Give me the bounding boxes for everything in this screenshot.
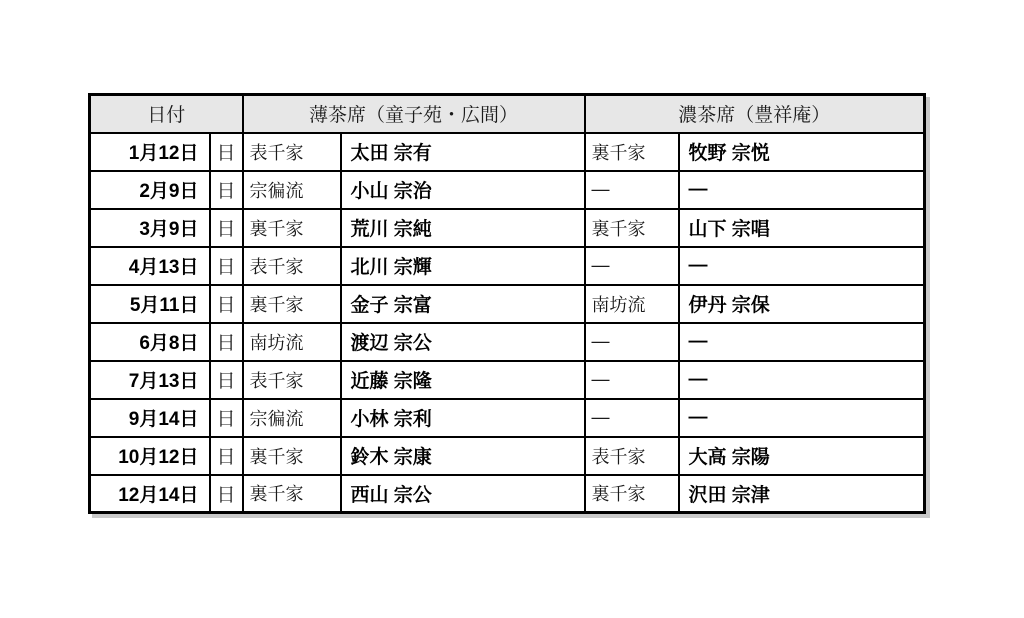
header-koicha-seat: 濃茶席（豊祥庵） — [585, 95, 925, 133]
table-row — [90, 361, 925, 399]
table-row — [90, 171, 925, 209]
date-cell: 6月8日 — [90, 323, 210, 361]
weekday-cell: 日 — [210, 323, 243, 361]
table-row — [90, 437, 925, 475]
usucha-school-cell: 表千家 — [243, 247, 341, 285]
usucha-host-cell: 小林 宗利 — [341, 399, 585, 437]
table-row — [90, 285, 925, 323]
date-cell: 4月13日 — [90, 247, 210, 285]
koicha-school-cell: ― — [585, 361, 679, 399]
koicha-school-cell: 裏千家 — [585, 133, 679, 171]
date-cell: 9月14日 — [90, 399, 210, 437]
koicha-host-cell: ― — [679, 399, 925, 437]
date-cell: 12月14日 — [90, 475, 210, 513]
table-row — [90, 399, 925, 437]
table-row — [90, 247, 925, 285]
usucha-host-cell: 太田 宗有 — [341, 133, 585, 171]
usucha-school-cell: 裏千家 — [243, 475, 341, 513]
koicha-school-cell: ― — [585, 247, 679, 285]
koicha-school-cell: ― — [585, 171, 679, 209]
koicha-host-cell: ― — [679, 171, 925, 209]
header-usucha-seat: 薄茶席（童子苑・広間） — [243, 95, 585, 133]
koicha-school-cell: 表千家 — [585, 437, 679, 475]
date-cell: 3月9日 — [90, 209, 210, 247]
table-header — [90, 95, 925, 133]
usucha-school-cell: 裏千家 — [243, 209, 341, 247]
koicha-host-cell: ― — [679, 323, 925, 361]
usucha-school-cell: 宗徧流 — [243, 399, 341, 437]
koicha-host-cell: 大高 宗陽 — [679, 437, 925, 475]
koicha-school-cell: 裏千家 — [585, 209, 679, 247]
header-date: 日付 — [90, 95, 243, 133]
weekday-cell: 日 — [210, 285, 243, 323]
table-row — [90, 475, 925, 513]
usucha-host-cell: 鈴木 宗康 — [341, 437, 585, 475]
date-cell: 7月13日 — [90, 361, 210, 399]
weekday-cell: 日 — [210, 361, 243, 399]
schedule-table-body — [90, 133, 925, 513]
koicha-host-cell: ― — [679, 361, 925, 399]
header-row — [90, 95, 925, 133]
tea-ceremony-schedule-table — [88, 93, 926, 514]
usucha-school-cell: 表千家 — [243, 133, 341, 171]
koicha-host-cell: 山下 宗唱 — [679, 209, 925, 247]
weekday-cell: 日 — [210, 437, 243, 475]
koicha-host-cell: 沢田 宗津 — [679, 475, 925, 513]
usucha-host-cell: 荒川 宗純 — [341, 209, 585, 247]
usucha-host-cell: 渡辺 宗公 — [341, 323, 585, 361]
weekday-cell: 日 — [210, 247, 243, 285]
koicha-host-cell: 伊丹 宗保 — [679, 285, 925, 323]
usucha-host-cell: 北川 宗輝 — [341, 247, 585, 285]
weekday-cell: 日 — [210, 399, 243, 437]
weekday-cell: 日 — [210, 209, 243, 247]
usucha-school-cell: 南坊流 — [243, 323, 341, 361]
date-cell: 5月11日 — [90, 285, 210, 323]
date-cell: 1月12日 — [90, 133, 210, 171]
usucha-host-cell: 小山 宗治 — [341, 171, 585, 209]
usucha-school-cell: 裏千家 — [243, 285, 341, 323]
usucha-school-cell: 裏千家 — [243, 437, 341, 475]
weekday-cell: 日 — [210, 171, 243, 209]
usucha-host-cell: 金子 宗富 — [341, 285, 585, 323]
koicha-school-cell: 裏千家 — [585, 475, 679, 513]
weekday-cell: 日 — [210, 133, 243, 171]
usucha-host-cell: 西山 宗公 — [341, 475, 585, 513]
usucha-school-cell: 表千家 — [243, 361, 341, 399]
date-cell: 2月9日 — [90, 171, 210, 209]
koicha-school-cell: 南坊流 — [585, 285, 679, 323]
date-cell: 10月12日 — [90, 437, 210, 475]
usucha-host-cell: 近藤 宗隆 — [341, 361, 585, 399]
table-row — [90, 133, 925, 171]
table-row — [90, 209, 925, 247]
weekday-cell: 日 — [210, 475, 243, 513]
koicha-host-cell: 牧野 宗悦 — [679, 133, 925, 171]
usucha-school-cell: 宗徧流 — [243, 171, 341, 209]
koicha-school-cell: ― — [585, 399, 679, 437]
koicha-school-cell: ― — [585, 323, 679, 361]
table-row — [90, 323, 925, 361]
koicha-host-cell: ― — [679, 247, 925, 285]
